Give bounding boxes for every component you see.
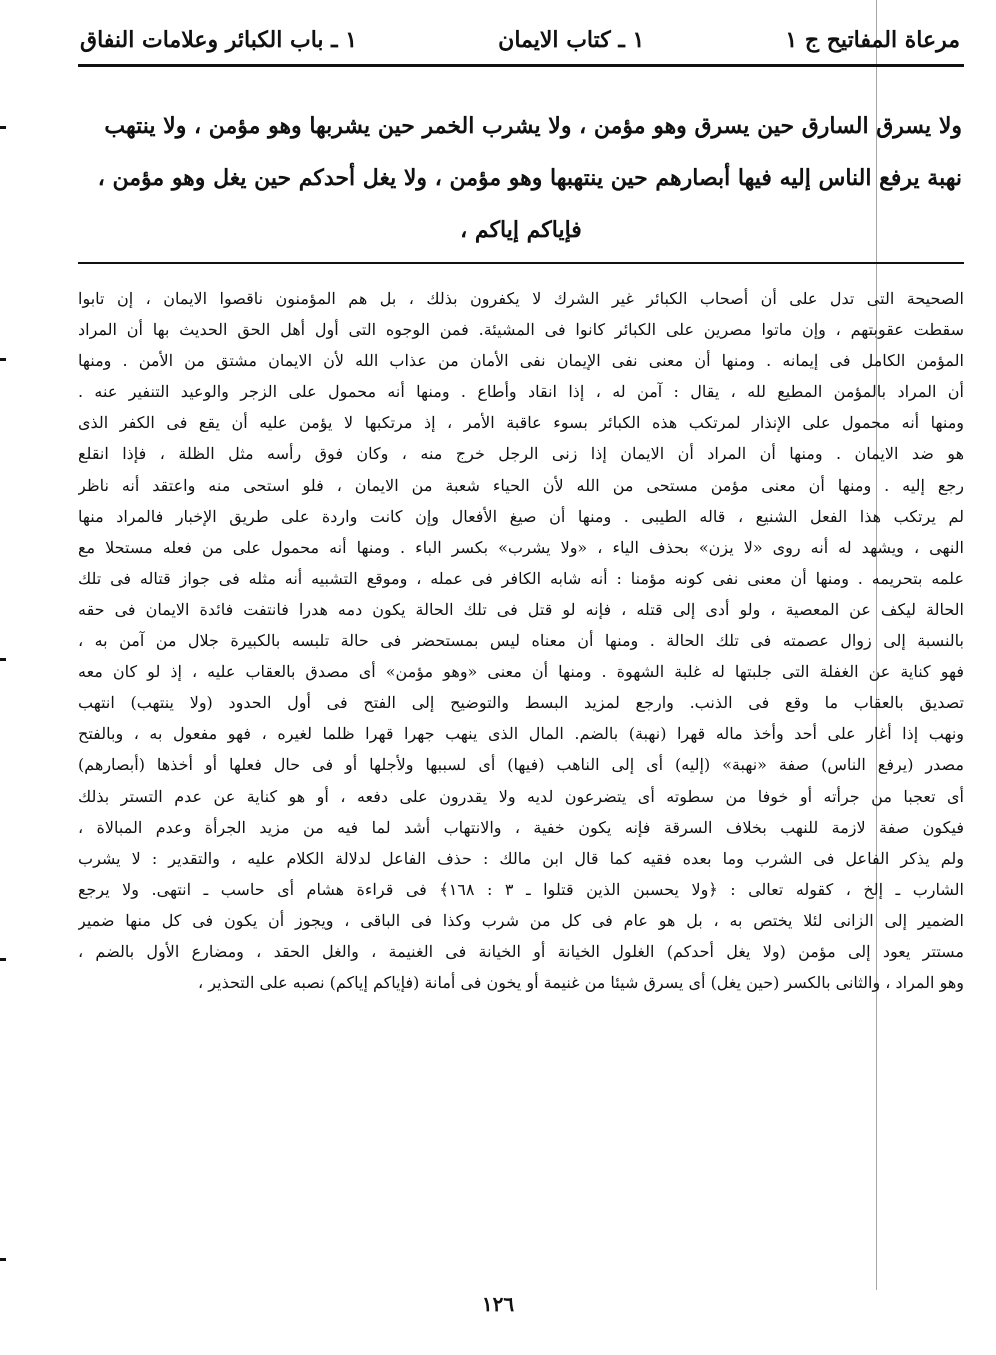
commentary-line: الحالة ليكف عن المعصية ، ولو أدى إلى قتله ، فإنه لو قتل فى تلك الحالة يكون دمه هدرا فانتفت فائدة الايمان فى حقه [78, 599, 964, 619]
commentary-line: لم يرتكب هذا الفعل الشنيع ، قاله الطيبى . ومنها أن صيغ الأفعال وإن كانت واردة على طريق الإخبار فالمراد منها [78, 506, 964, 526]
hadith-line: ولا يسرق السارق حين يسرق وهو مؤمن ، ولا يشرب الخمر حين يشربها وهو مؤمن ، ولا ينتهب [104, 113, 962, 139]
hadith-line: فإياكم إياكم ، [460, 217, 582, 243]
commentary-line: ونهب إذا أغار على أحد وأخذ ماله قهرا (نهبة) بالضم. المال الذى ينهب جهرا قهرا ظلما لغيره ، فهو مفعول به ، وبالفتح [78, 724, 964, 744]
margin-mark [0, 958, 6, 961]
commentary-line: ولم يذكر الفاعل فى الشرب وما بعده فقيه كما قال ابن مالك : حذف الفاعل لدلالة الكلام عليه ، والتقدير : لا يشرب [78, 848, 964, 868]
commentary-line: تصديق بالعقاب ما وقع فى الذنب. وارجع لمزيد البسط والتوضيح إلى الفتح فى أول الحدود (ولا ينتهب) انتهب [78, 693, 964, 713]
commentary-line: أى تعجبا من جرأته أو خوفا من سطوته أى يتضرعون لديه ولا يقدرون على دفعه ، أو هو كناية عن عدم التستر بذلك [78, 786, 964, 806]
header-book-title: مرعاة المفاتيح ج ١ [785, 27, 960, 53]
commentary-line: فيكون صفة لازمة للنهب بخلاف السرقة فإنه يكون خفية ، والانتهاب أشد لما فيه من مزيد الجرأة وعدم المبالاة ، [78, 817, 964, 837]
commentary-text [78, 283, 964, 998]
commentary-line: المؤمن الكامل فى إيمانه . ومنها أن معنى نفى الإيمان نفى الأمان من عذاب الله لأن الايمان مشتق من الأمن . ومنها [78, 351, 964, 371]
margin-mark [0, 1258, 6, 1261]
commentary-line: الصحيحة التى تدل على أن أصحاب الكبائر غير الشرك لا يكفرون بذلك ، بل هم المؤمنون ناقصوا الايمان ، إن تابوا [78, 289, 964, 308]
margin-mark [0, 358, 6, 361]
header-section-title: ١ ـ باب الكبائر وعلامات النفاق [80, 27, 358, 53]
running-header [80, 20, 960, 60]
commentary-line: رجع إليه . ومنها أن معنى مؤمن مستحى من الله لأن الحياء شعبة من الايمان ، فلو استحى منه واعتقد أنه ناظر [78, 475, 964, 495]
commentary-line: النهى ، ويشهد له أنه روى «لا يزن» بحذف الياء ، «ولا يشرب» بكسر الباء . ومنها أنه محمول على من فعله مستحلا مع [78, 537, 964, 557]
hadith-text [80, 100, 962, 256]
commentary-line: سقطت عقوبتهم ، وإن ماتوا مصرين على الكبائر كانوا فى المشيئة. فمن الوجوه التى أول أهل الحق الحديث بها أن المراد [78, 320, 964, 340]
commentary-line: الشارب ـ إلخ ، كقوله تعالى : ﴿ولا يحسبن الذين قتلوا ـ ٣ : ١٦٨﴾ فى قراءة هشام أى حاسب ـ انتهى. ولا يرجع [78, 879, 964, 899]
hadith-line: نهبة يرفع الناس إليه فيها أبصارهم حين ينتهبها وهو مؤمن ، ولا يغل أحدكم حين يغل وهو مؤمن ، [97, 165, 962, 191]
margin-mark [0, 658, 6, 661]
commentary-line: علمه بتحريمه . ومنها أن معنى نفى كونه مؤمنا : أنه شابه الكافر فى عمله ، وموقع التشبيه أنه مثله فى جواز قتاله فى تلك [78, 568, 964, 588]
commentary-line: وهو المراد ، والثانى بالكسر (حين يغل) أى يسرق شيئا من غنيمة أو يخون فى أمانة (فإياكم إياكم) نصبه على التحذير ، [198, 973, 964, 993]
header-rule [78, 64, 964, 67]
header-chapter-title: ١ ـ كتاب الايمان [498, 27, 645, 53]
commentary-separator [78, 262, 964, 264]
commentary-line: بالنسبة إلى زوال عصمته فى تلك الحالة . ومنها أن معناه ليس بمستحضر فى حالة تلبسه بالكبيرة جلال من آمن به ، [78, 631, 964, 651]
commentary-line: هو ضد الايمان . ومنها أن المراد أن الايمان إذا زنى الرجل خرج منه ، وكان فوق رأسه مثل الظلة ، فإذا انقلع [78, 444, 964, 464]
commentary-line: فهو كناية عن الغفلة التى جلبتها له غلبة الشهوة . ومنها أن معنى «وهو مؤمن» أى مصدق بالعقاب عليه ، إذ لو كان معه [78, 662, 964, 682]
commentary-line: مصدر (يرفع الناس) صفة «نهبة» (إليه) أى إلى الناهب (فيها) أى لسببها ولأجلها أو فى حال فعلها أو أخذها (أبصارهم) [78, 755, 964, 775]
margin-mark [0, 126, 6, 129]
commentary-line: أن المراد بالمؤمن المطيع لله ، يقال : آمن له ، إذا انقاد وأطاع . ومنها أنه محمول على الزجر والوعيد التنفير عنه . [78, 382, 964, 402]
commentary-line: مستتر يعود إلى مؤمن (ولا يغل أحدكم) الغلول الخيانة أو الخيانة فى الغنيمة ، والغل الحقد ، ومضارع الأول بالضم ، [78, 941, 964, 961]
commentary-line: ومنها أنه محمول على الإنذار لمرتكب هذه الكبائر بسوء عاقبة الأمر ، إذ مرتكبها لا يؤمن عليه أن يقع فى الكفر الذى [78, 413, 964, 433]
page-number: ١٢٦ [481, 1292, 515, 1316]
commentary-line: الضمير إلى الزانى لئلا يختص به ، بل هو عام فى كل من شرب وكذا فى الباقى ، ويجوز أن يكون فى كل منها ضمير [78, 910, 964, 930]
